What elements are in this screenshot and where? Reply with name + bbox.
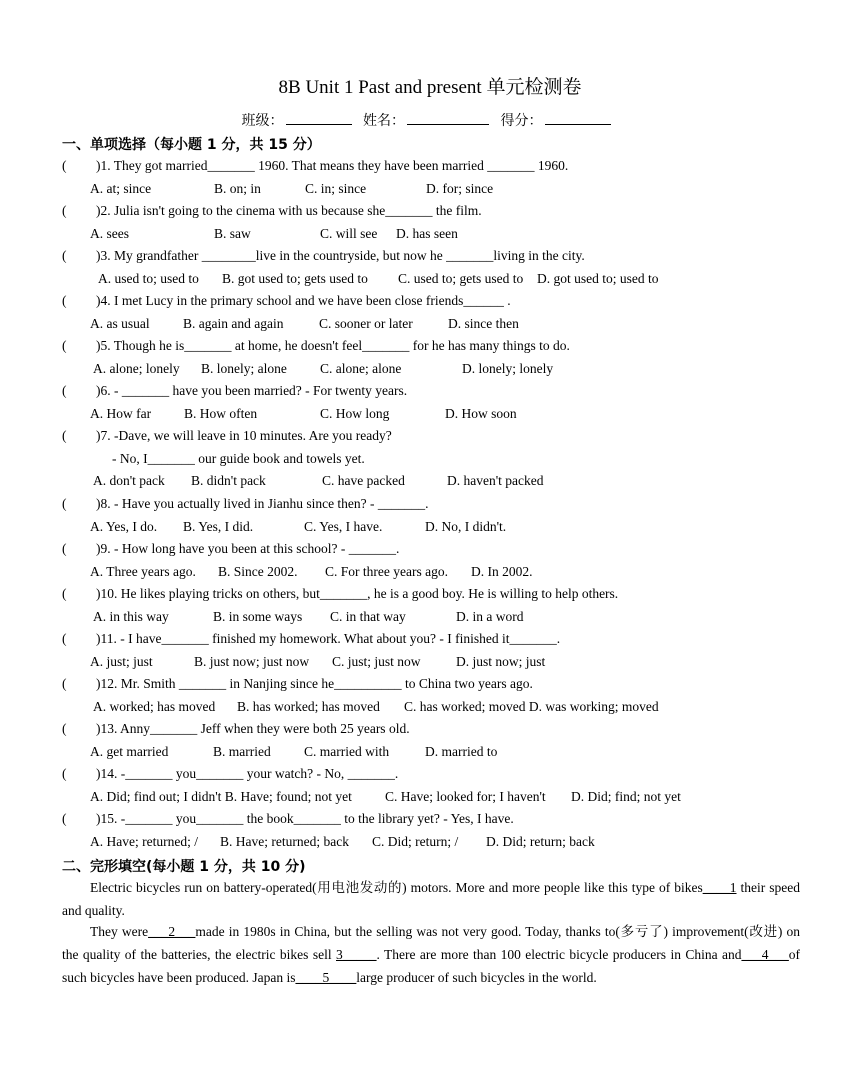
- class-label: 班级：: [241, 114, 284, 129]
- option-b: B. just now; just now: [194, 654, 310, 669]
- answer-paren[interactable]: (: [62, 766, 67, 781]
- cloze-blank-3[interactable]: 3_____: [336, 947, 377, 962]
- option-b: B. has worked; has moved: [237, 699, 380, 714]
- option-a: A. don't pack: [93, 473, 165, 488]
- option-c: C. married with: [304, 744, 390, 759]
- option-d: D. just now; just: [456, 654, 546, 669]
- answer-paren[interactable]: (: [62, 383, 67, 398]
- question-text: )4. I met Lucy in the primary school and we have been close friends______ .: [96, 293, 511, 308]
- option-a: A. Three years ago.: [90, 564, 196, 579]
- question-text: )6. - _______ have you been married? - For twenty years.: [96, 383, 408, 398]
- score-label: 得分：: [500, 114, 543, 129]
- option-a: A. just; just: [90, 654, 153, 669]
- cloze-text: Electric bicycles run on battery-operated(用电池发动的) motors. More and more people like this type of bikes: [90, 880, 703, 895]
- cloze-text: large producer of such bicycles in the world.: [356, 970, 597, 985]
- option-d: D. No, I didn't.: [425, 519, 507, 534]
- option-c: C. will see: [320, 226, 378, 241]
- answer-paren[interactable]: (: [62, 158, 67, 173]
- cloze-blank-5[interactable]: ____5____: [295, 970, 357, 985]
- option-b: B. married: [213, 744, 271, 759]
- cloze-paragraph-2: [62, 920, 800, 989]
- option-a: A. sees: [90, 226, 129, 241]
- option-b: B. Yes, I did.: [183, 519, 254, 534]
- class-blank[interactable]: [286, 110, 352, 125]
- page-title: 8B Unit 1 Past and present 单元检测卷: [278, 77, 582, 98]
- answer-paren[interactable]: (: [62, 631, 67, 646]
- question-text: )8. - Have you actually lived in Jianhu since then? - _______.: [96, 496, 429, 511]
- question-text: )12. Mr. Smith _______ in Nanjing since he__________ to China two years ago.: [96, 676, 533, 691]
- option-c: C. used to; gets used to: [398, 271, 524, 286]
- option-a: A. Yes, I do.: [90, 519, 158, 534]
- section-1-title: 一、单项选择（每小题 1 分，共 15 分）: [62, 137, 321, 153]
- option-b: B. Since 2002.: [218, 564, 298, 579]
- cloze-text: their speed and quality.: [62, 880, 801, 918]
- question-continuation: - No, I_______ our guide book and towels yet.: [112, 451, 365, 466]
- option-b: B. How often: [184, 406, 258, 421]
- answer-paren[interactable]: (: [62, 811, 67, 826]
- option-c: C. How long: [320, 406, 390, 421]
- question-text: )9. - How long have you been at this school? - _______.: [96, 541, 400, 556]
- answer-paren[interactable]: (: [62, 203, 67, 218]
- question-text: )5. Though he is_______ at home, he doesn't feel_______ for he has many things to do.: [96, 338, 570, 353]
- option-d: D. got used to; used to: [537, 271, 659, 286]
- option-a: A. Did; find out; I didn't B. Have; found; not yet: [90, 789, 352, 804]
- question-text: )13. Anny_______ Jeff when they were both 25 years old.: [96, 721, 410, 736]
- cloze-text: made in 1980s in China, but the selling was not very good. Today, thanks to(多亏了) improvement(改进) on the quality of the batteries, the electric bikes sell: [62, 924, 801, 962]
- question-text: )3. My grandfather ________live in the countryside, but now he _______living in the city.: [96, 248, 585, 263]
- option-a: A. alone; lonely: [93, 361, 180, 376]
- option-b: B. lonely; alone: [201, 361, 287, 376]
- option-d: D. for; since: [426, 181, 494, 196]
- answer-paren[interactable]: (: [62, 338, 67, 353]
- option-c: C. Yes, I have.: [304, 519, 383, 534]
- option-a: A. worked; has moved: [93, 699, 216, 714]
- question-text: )2. Julia isn't going to the cinema with us because she_______ the film.: [96, 203, 482, 218]
- option-d: D. since then: [448, 316, 519, 331]
- option-d: D. How soon: [445, 406, 517, 421]
- option-a: A. How far: [90, 406, 152, 421]
- option-c: C. have packed: [322, 473, 405, 488]
- answer-paren[interactable]: (: [62, 586, 67, 601]
- option-c: D. Did; find; not yet: [571, 789, 681, 804]
- option-d: D. married to: [425, 744, 498, 759]
- option-b: B. saw: [214, 226, 251, 241]
- name-label: 姓名：: [363, 114, 405, 129]
- option-c: C. alone; alone: [320, 361, 402, 376]
- option-c: C. just; just now: [332, 654, 421, 669]
- option-a: A. at; since: [90, 181, 152, 196]
- option-a: A. as usual: [90, 316, 150, 331]
- cloze-blank-2[interactable]: ___2___: [148, 924, 196, 939]
- option-c: C. in; since: [305, 181, 367, 196]
- student-info-line: [0, 110, 860, 130]
- option-d: D. in a word: [456, 609, 524, 624]
- option-c: C. Did; return; /: [372, 834, 459, 849]
- cloze-blank-1[interactable]: ____1: [702, 880, 737, 895]
- answer-paren[interactable]: (: [62, 248, 67, 263]
- option-a: A. Have; returned; /: [90, 834, 198, 849]
- option-c: C. For three years ago.: [325, 564, 448, 579]
- option-c: C. has worked; moved D. was working; moved: [404, 699, 659, 714]
- answer-paren[interactable]: (: [62, 676, 67, 691]
- cloze-blank-4[interactable]: ___4___: [741, 947, 789, 962]
- option-b: B. Have; returned; back: [220, 834, 349, 849]
- option-c: C. in that way: [330, 609, 406, 624]
- cloze-text: They were: [90, 924, 149, 939]
- option-b: B. got used to; gets used to: [222, 271, 368, 286]
- cloze-text: of such bicycles have been produced. Japan is: [62, 947, 801, 985]
- option-b: B. in some ways: [213, 609, 303, 624]
- score-blank[interactable]: [545, 110, 611, 125]
- question-text: )10. He likes playing tricks on others, but_______, he is a good boy. He is willing to help others.: [96, 586, 619, 601]
- question-text: )1. They got married_______ 1960. That means they have been married _______ 1960.: [96, 158, 569, 173]
- option-a: A. in this way: [93, 609, 169, 624]
- option-d: D. lonely; lonely: [462, 361, 554, 376]
- option-b: C. Have; looked for; I haven't: [385, 789, 546, 804]
- answer-paren[interactable]: (: [62, 496, 67, 511]
- option-a: A. used to; used to: [98, 271, 199, 286]
- name-blank[interactable]: [407, 110, 489, 125]
- question-text: )11. - I have_______ finished my homework. What about you? - I finished it_______.: [96, 631, 561, 646]
- answer-paren[interactable]: (: [62, 293, 67, 308]
- option-b: B. didn't pack: [191, 473, 266, 488]
- option-b: B. on; in: [214, 181, 261, 196]
- option-d: D. has seen: [396, 226, 458, 241]
- option-d: D. In 2002.: [471, 564, 533, 579]
- option-a: A. get married: [90, 744, 169, 759]
- option-d: D. Did; return; back: [486, 834, 595, 849]
- answer-paren[interactable]: (: [62, 428, 67, 443]
- option-d: D. haven't packed: [447, 473, 544, 488]
- question-text: )7. -Dave, we will leave in 10 minutes. Are you ready?: [96, 428, 392, 443]
- question-text: )15. -_______ you_______ the book_______ to the library yet? - Yes, I have.: [96, 811, 514, 826]
- cloze-text: . There are more than 100 electric bicycle producers in China and: [376, 947, 742, 962]
- answer-paren[interactable]: (: [62, 721, 67, 736]
- question-text: )14. -_______ you_______ your watch? - No, _______.: [96, 766, 399, 781]
- answer-paren[interactable]: (: [62, 541, 67, 556]
- option-b: B. again and again: [183, 316, 284, 331]
- option-c: C. sooner or later: [319, 316, 413, 331]
- cloze-paragraph-1: [62, 876, 800, 922]
- section-2-title: 二、完形填空(每小题 1 分，共 10 分): [62, 859, 306, 875]
